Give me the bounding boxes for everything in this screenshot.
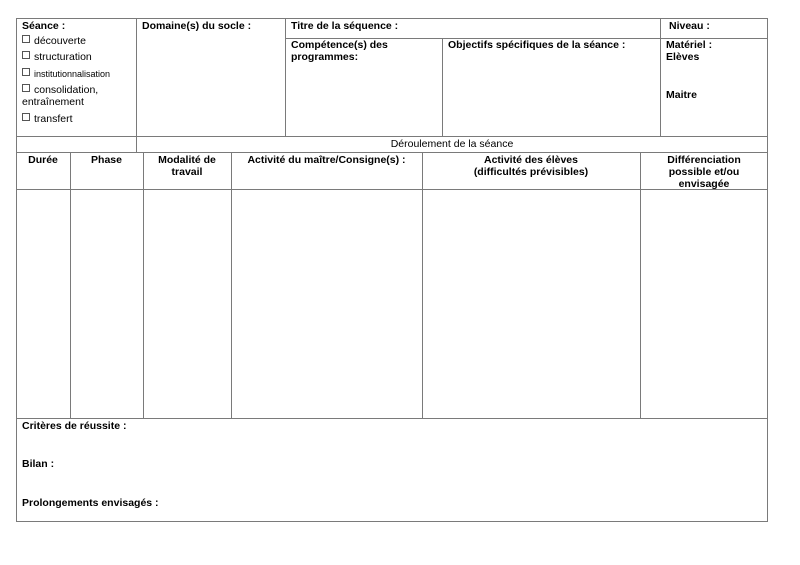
option-label: consolidation, entraînement: [22, 84, 99, 108]
criteres-label: Critères de réussite :: [22, 420, 127, 432]
checkbox-icon: [22, 51, 30, 59]
checkbox-transfert[interactable]: [22, 113, 73, 125]
niveau-label: Niveau :: [669, 20, 710, 32]
divider: [16, 418, 768, 419]
objectifs-label: Objectifs spécifiques de la séance :: [448, 39, 626, 51]
divider: [16, 152, 768, 153]
divider: [231, 152, 232, 418]
column-header-modalite: Modalité de travail: [158, 154, 216, 178]
checkbox-institutionnalisation[interactable]: [22, 68, 110, 80]
checkbox-icon: [22, 113, 30, 121]
divider: [136, 18, 137, 152]
divider: [285, 18, 286, 136]
checkbox-decouverte[interactable]: [22, 35, 86, 47]
eleves-label: Elèves: [666, 51, 700, 63]
column-header-differenciation: Différenciation possible et/ou envisagée: [667, 154, 741, 190]
prolongements-label: Prolongements envisagés :: [22, 497, 159, 509]
divider: [143, 152, 144, 418]
bilan-label: Bilan :: [22, 458, 55, 470]
column-header-duree: Durée: [28, 154, 58, 166]
column-header-activite-eleves: Activité des élèves (difficultés prévisibles): [473, 154, 589, 178]
divider: [16, 136, 768, 137]
option-label: transfert: [34, 113, 73, 125]
option-label: structuration: [34, 51, 92, 63]
domaines-label: Domaine(s) du socle :: [142, 20, 252, 32]
divider: [660, 18, 661, 136]
column-header-phase: Phase: [91, 154, 122, 166]
option-label: découverte: [34, 35, 86, 47]
checkbox-icon: [22, 68, 30, 76]
checkbox-structuration[interactable]: [22, 51, 92, 63]
materiel-label: Matériel :: [666, 39, 713, 51]
divider: [70, 152, 71, 418]
divider: [422, 152, 423, 418]
checkbox-icon: [22, 84, 30, 92]
checkbox-consolidation[interactable]: [22, 84, 132, 108]
divider: [640, 152, 641, 418]
option-label: institutionnalisation: [34, 69, 111, 79]
maitre-label: Maitre: [666, 89, 697, 101]
competences-label: Compétence(s) des programmes:: [291, 39, 388, 63]
deroulement-title: Déroulement de la séance: [390, 138, 514, 150]
checkbox-icon: [22, 35, 30, 43]
column-header-activite-maitre: Activité du maître/Consigne(s) :: [247, 154, 406, 166]
titre-label: Titre de la séquence :: [291, 20, 399, 32]
seance-label: Séance :: [22, 20, 66, 32]
divider: [442, 38, 443, 136]
